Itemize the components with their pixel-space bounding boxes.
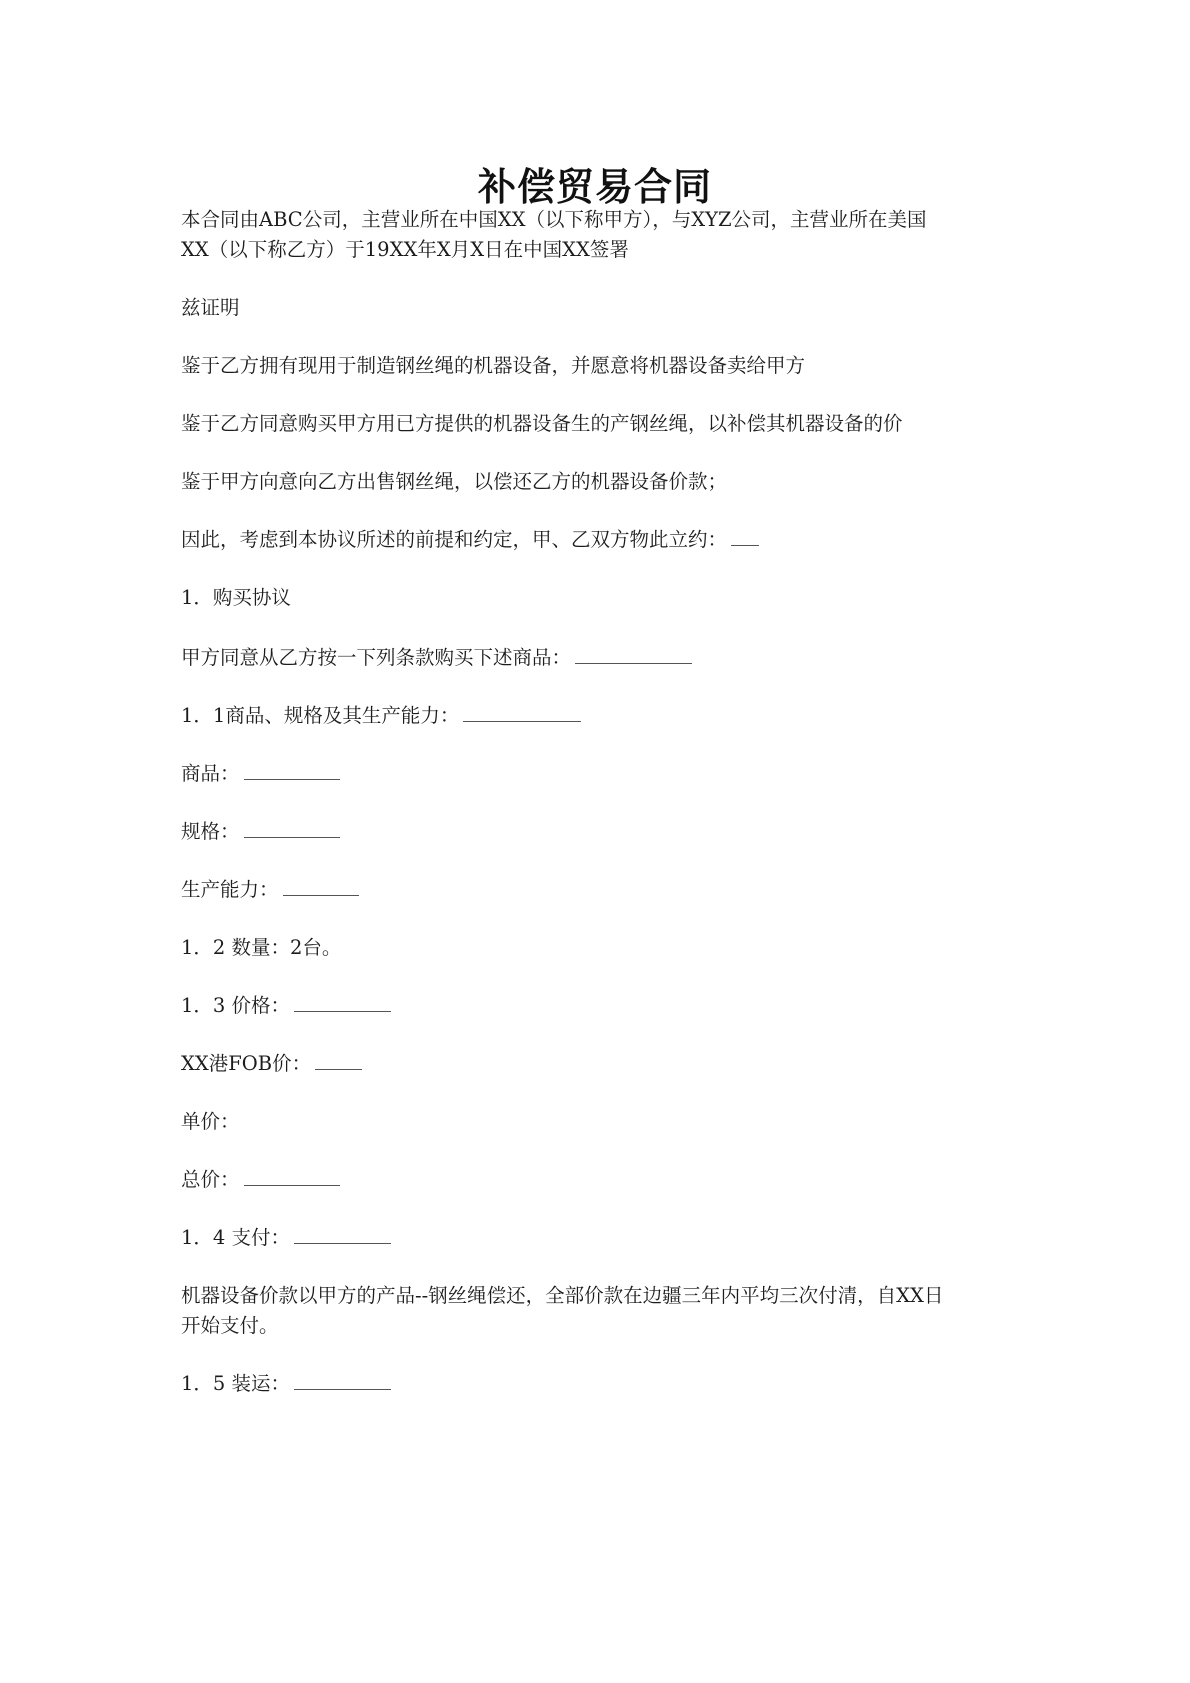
total-price-field [181,1162,1021,1197]
therefore-text: 因此，考虑到本协议所述的前提和约定，甲、乙双方物此立约： [181,528,728,551]
fob-blank [315,1068,362,1070]
witness-text: 兹证明 [181,296,240,319]
goods-blank [244,778,340,780]
goods-label: 商品： [181,762,240,785]
page-title: 补偿贸易合同 [477,165,712,209]
item-1-1-text: 1．1商品、规格及其生产能力： [181,704,460,727]
item-1-4-text: 1．4 支付： [181,1226,291,1249]
whereas-clause-2: 鉴于乙方同意购买甲方用已方提供的机器设备生的产钢丝绳，以补偿其机器设备的价 [181,412,903,435]
item-1-4 [181,1220,1021,1255]
payment-blank [294,1242,391,1244]
unit-price-label: 单价： [181,1110,240,1133]
section-1-intro-text: 甲方同意从乙方按一下列条款购买下述商品： [181,646,572,669]
item-1-1 [181,698,1021,733]
fob-field [181,1046,1021,1081]
therefore-clause [181,522,1021,557]
shipment-blank [294,1388,391,1390]
section-1-heading: 1．购买协议 [181,586,291,609]
spec-blank [244,836,340,838]
item-1-5-text: 1．5 装运： [181,1372,291,1395]
total-price-label: 总价： [181,1168,240,1191]
price-blank [294,1010,391,1012]
preamble-line-2: XX（以下称乙方）于19XX年X月X日在中国XX签署 [181,238,629,261]
item-1-3-text: 1．3 价格： [181,994,291,1017]
therefore-blank [731,544,759,546]
item-1-3 [181,988,1021,1023]
goods-field [181,756,1021,791]
item-1-2: 1．2 数量：2台。 [181,936,342,959]
total-price-blank [244,1184,340,1186]
item-1-5 [181,1366,1021,1401]
spec-field [181,814,1021,849]
spec-label: 规格： [181,820,240,843]
payment-line-1: 机器设备价款以甲方的产品--钢丝绳偿还，全部价款在边疆三年内平均三次付清，自XX日 [181,1284,944,1307]
section-1-intro [181,640,1021,675]
section-1-intro-blank [575,662,692,664]
whereas-clause-3: 鉴于甲方向意向乙方出售钢丝绳，以偿还乙方的机器设备价款； [181,470,728,493]
preamble-line-1: 本合同由ABC公司，主营业所在中国XX（以下称甲方），与XYZ公司，主营业所在美国 [181,208,927,231]
capacity-label: 生产能力： [181,878,279,901]
capacity-blank [283,894,359,896]
capacity-field [181,872,1021,907]
whereas-clause-1: 鉴于乙方拥有现用于制造钢丝绳的机器设备，并愿意将机器设备卖给甲方 [181,354,806,377]
payment-line-2: 开始支付。 [181,1314,279,1337]
item-1-1-blank [463,720,581,722]
fob-label: XX港FOB价： [181,1052,312,1075]
